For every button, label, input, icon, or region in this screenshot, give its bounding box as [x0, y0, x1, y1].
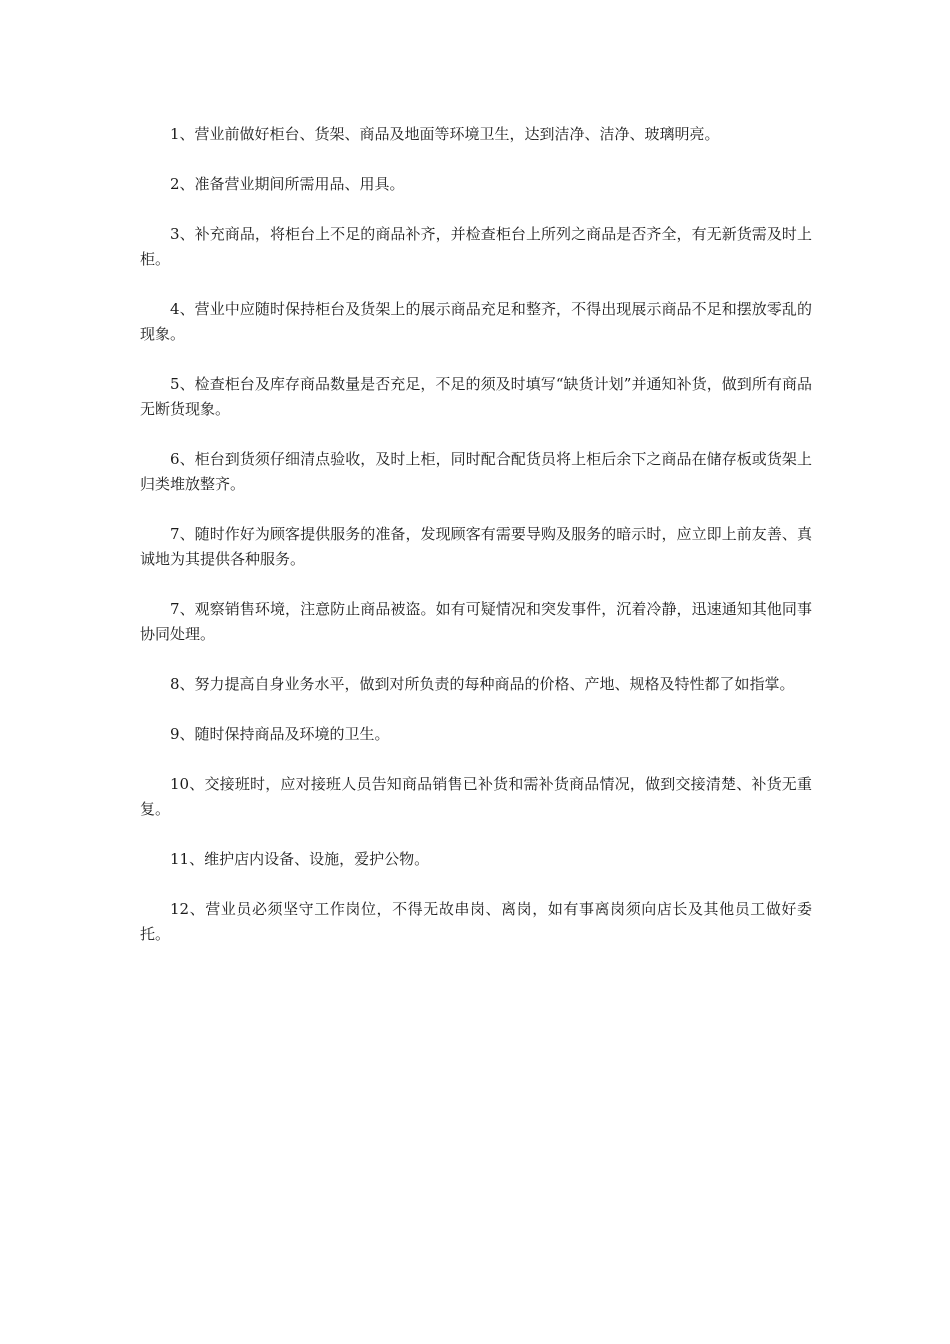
- paragraph-10: 9、随时保持商品及环境的卫生。: [170, 725, 390, 743]
- paragraph-1: 1、营业前做好柜台、货架、商品及地面等环境卫生，达到洁净、洁净、玻璃明亮。: [170, 125, 720, 143]
- paragraph-5: 5、检查柜台及库存商品数量是否充足，不足的须及时填写“缺货计划”并通知补货，做到所有商品无断货现象。: [140, 375, 812, 418]
- paragraph-12: 11、维护店内设备、设施，爱护公物。: [170, 850, 430, 868]
- paragraph-6: 6、柜台到货须仔细清点验收，及时上柜，同时配合配货员将上柜后余下之商品在储存板或货架上归类堆放整齐。: [140, 450, 812, 493]
- document-body: [140, 122, 812, 972]
- paragraph-3: 3、补充商品，将柜台上不足的商品补齐，并检查柜台上所列之商品是否齐全，有无新货需及时上柜。: [140, 225, 812, 268]
- paragraph-2: 2、准备营业期间所需用品、用具。: [170, 175, 405, 193]
- paragraph-8: 7、观察销售环境，注意防止商品被盗。如有可疑情况和突发事件，沉着冷静，迅速通知其他同事协同处理。: [140, 600, 812, 643]
- paragraph-7: 7、随时作好为顾客提供服务的准备，发现顾客有需要导购及服务的暗示时，应立即上前友善、真诚地为其提供各种服务。: [140, 525, 812, 568]
- paragraph-11: 10、交接班时，应对接班人员告知商品销售已补货和需补货商品情况，做到交接清楚、补货无重复。: [140, 775, 812, 818]
- paragraph-4: 4、营业中应随时保持柜台及货架上的展示商品充足和整齐，不得出现展示商品不足和摆放零乱的现象。: [140, 300, 812, 343]
- paragraph-13: 12、营业员必须坚守工作岗位，不得无故串岗、离岗，如有事离岗须向店长及其他员工做好委托。: [140, 900, 812, 943]
- paragraph-9: 8、努力提高自身业务水平，做到对所负责的每种商品的价格、产地、规格及特性都了如指掌。: [170, 675, 795, 693]
